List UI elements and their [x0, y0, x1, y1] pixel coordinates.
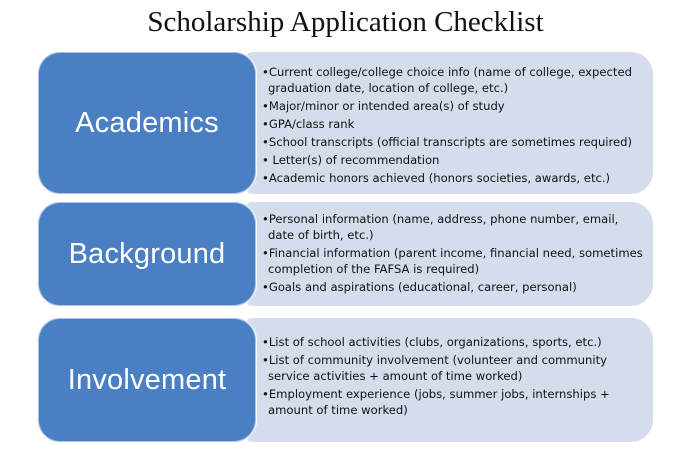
involvement-label-box	[38, 318, 256, 442]
list-item: •Personal information (name, address, phone number, email, date of birth, etc.)	[262, 212, 619, 242]
academics-items-list	[262, 64, 643, 186]
involvement-label: Involvement	[67, 363, 227, 396]
list-item: •Goals and aspirations (educational, career, personal)	[262, 280, 577, 294]
background-items-panel	[246, 202, 653, 306]
page-title: Scholarship Application Checklist	[147, 6, 544, 38]
academics-label: Academics	[75, 106, 219, 139]
academics-items-panel	[246, 52, 653, 194]
involvement-items-panel	[246, 318, 653, 442]
list-item: •Employment experience (jobs, summer jobs, internships + amount of time worked)	[262, 387, 610, 417]
list-item: •List of community involvement (volunteer and community service activities + amount of time worked)	[262, 353, 607, 383]
list-item: •GPA/class rank	[262, 117, 355, 131]
list-item: •Financial information (parent income, financial need, sometimes completion of the FAFSA is required)	[262, 246, 643, 276]
list-item: •Academic honors achieved (honors societies, awards, etc.)	[262, 171, 611, 185]
background-items-list	[262, 211, 643, 295]
background-label: Background	[68, 237, 226, 270]
involvement-items-list	[262, 334, 643, 418]
list-item: • Letter(s) of recommendation	[262, 153, 440, 167]
academics-label-box	[38, 52, 256, 194]
list-item: •List of school activities (clubs, organizations, sports, etc.)	[262, 335, 602, 349]
list-item: •School transcripts (official transcripts are sometimes required)	[262, 135, 633, 149]
list-item: •Major/minor or intended area(s) of study	[262, 99, 505, 113]
background-label-box	[38, 202, 256, 306]
list-item: •Current college/college choice info (name of college, expected graduation date, location of college, etc.)	[262, 65, 632, 95]
